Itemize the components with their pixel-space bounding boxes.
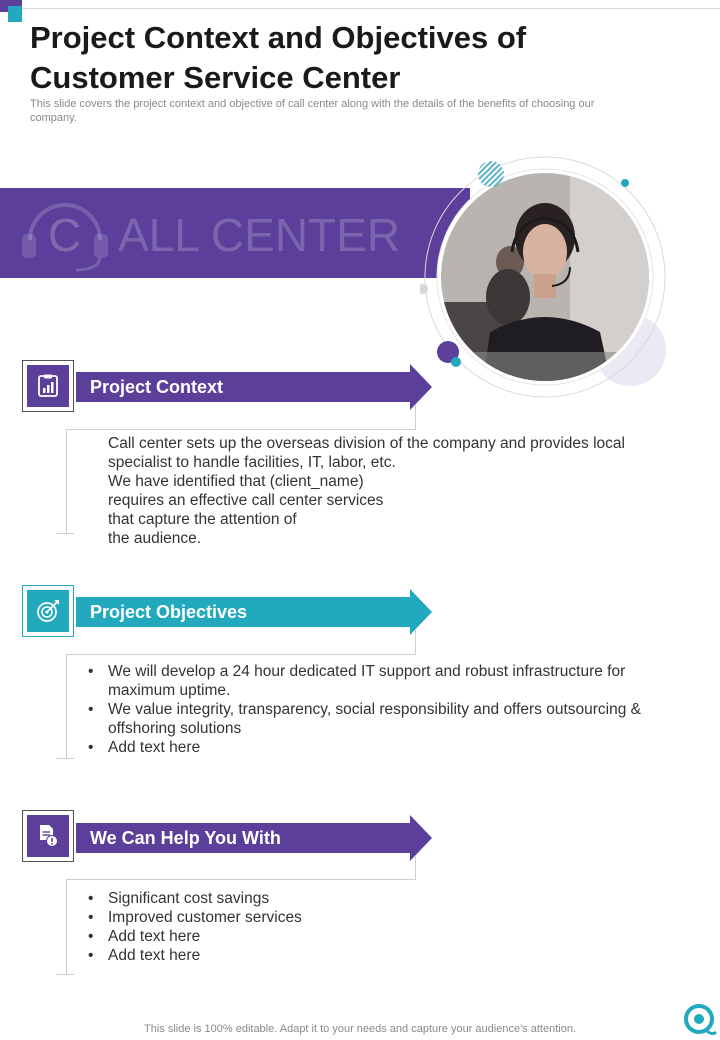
help-item-2: • Improved customer services <box>108 908 648 927</box>
objective-item-3: • Add text here <box>108 738 648 757</box>
footer-note: This slide is 100% editable. Adapt it to your needs and capture your audience's attention. <box>144 1023 576 1035</box>
help-item-4: • Add text here <box>108 946 648 965</box>
banner-letter-c: C <box>48 209 82 261</box>
bracket-top-line <box>66 879 416 880</box>
project-context-label: Project Context <box>90 377 224 397</box>
project-context-text <box>108 434 668 548</box>
bracket-bottom-tick <box>56 533 74 534</box>
page-title: Project Context and Objectives of Customer Service Center <box>30 20 527 95</box>
agent-photo <box>420 152 670 402</box>
top-rule <box>22 8 720 9</box>
bracket-bottom-tick <box>56 758 74 759</box>
company-logo-icon <box>682 1002 718 1038</box>
objective-item-2: • We value integrity, transparency, social responsibility and offers outsourcing & offshoring solutions <box>108 700 648 738</box>
bracket-connector <box>415 630 416 654</box>
help-item-3: • Add text here <box>108 927 648 946</box>
context-line-1: Call center sets up the overseas division of the company and provides local specialist to handle facilities, IT, labor, etc. <box>108 435 625 471</box>
bracket-connector <box>415 405 416 429</box>
help-label: We Can Help You With <box>90 828 281 848</box>
bracket-top-line <box>66 654 416 655</box>
bracket-left-line <box>66 654 67 758</box>
bracket-connector <box>415 856 416 879</box>
project-objectives-label: Project Objectives <box>90 602 248 622</box>
project-context-icon-frame <box>22 360 74 412</box>
help-icon-frame <box>22 810 74 862</box>
project-objectives-text <box>108 662 648 757</box>
context-line-2: We have identified that (client_name) requires an effective call center services that capture the attention of <box>108 473 384 528</box>
help-text <box>108 889 648 965</box>
clipboard-chart-icon <box>27 365 69 407</box>
project-objectives-icon-frame <box>22 585 74 637</box>
document-alert-icon <box>27 815 69 857</box>
target-icon <box>27 590 69 632</box>
bracket-left-line <box>66 879 67 974</box>
page-subtitle: This slide covers the project context and objective of call center along with the details of the benefits of choosing our company. <box>30 98 595 124</box>
context-line-3: the audience. <box>108 530 202 547</box>
help-item-1: • Significant cost savings <box>108 889 648 908</box>
objective-item-1: • We will develop a 24 hour dedicated IT support and robust infrastructure for maximum uptime. <box>108 662 648 700</box>
bracket-bottom-tick <box>56 974 74 975</box>
banner-text: ALL CENTER <box>118 209 401 261</box>
bracket-top-line <box>66 429 416 430</box>
corner-accent-teal <box>8 6 22 22</box>
bracket-left-line <box>66 429 67 533</box>
